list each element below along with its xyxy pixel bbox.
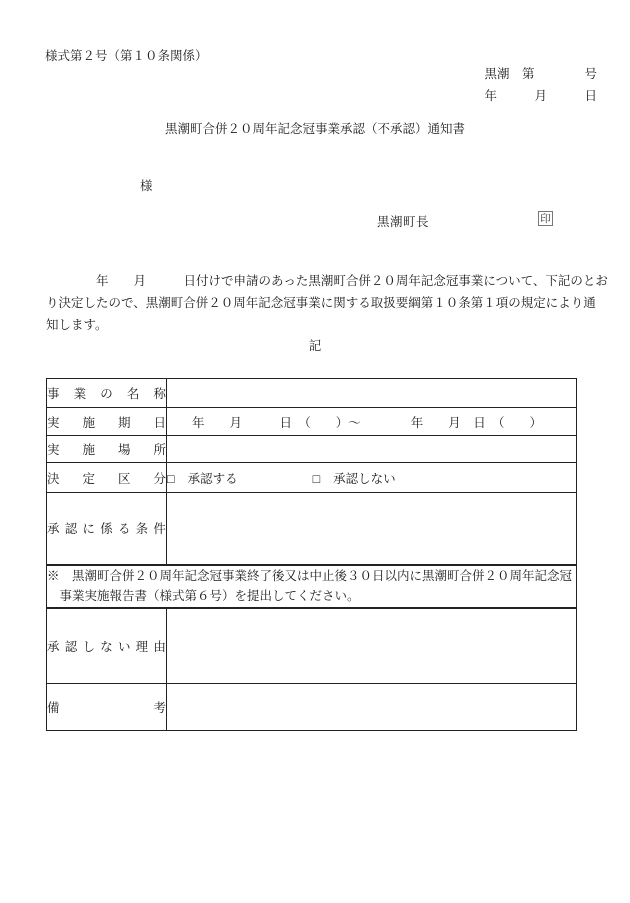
body-line: り決定したので、黒潮町合併２０周年記念冠事業に関する取扱要綱第１０条第１項の規定により通 (46, 296, 596, 310)
table-row (47, 379, 577, 408)
document-number-block (484, 63, 597, 107)
reason-label-cell (47, 608, 167, 684)
project-name-label: 事 業 の 名 称 (47, 387, 166, 401)
period-label: 実 施 期 日 (47, 415, 166, 430)
decision-label-cell (47, 463, 167, 493)
conditions-label-cell (47, 493, 167, 565)
place-value-cell (167, 436, 577, 463)
document-date-line: 年 月 日 (484, 89, 597, 103)
reason-value-cell (167, 608, 577, 684)
document-title: 黒潮町合併２０周年記念冠事業承認（不承認）通知書 (164, 122, 465, 136)
reject-label: 承認しない (333, 471, 396, 486)
place-label-cell (47, 436, 167, 463)
project-name-value-cell (167, 379, 577, 408)
place-label: 実 施 場 所 (47, 443, 166, 457)
seal-mark: 印 (540, 214, 551, 225)
notice-table (46, 378, 577, 731)
remarks-label: 備 考 (47, 701, 166, 715)
decision-value-cell (167, 463, 577, 493)
ki-marker: 記 (308, 339, 322, 353)
period-label-cell (47, 408, 167, 436)
table-row (47, 608, 577, 684)
table-row (47, 493, 577, 565)
note-line: ※ 黒潮町合併２０周年記念冠事業終了後又は中止後３０日以内に黒潮町合併２０周年記念冠 (47, 568, 573, 583)
remarks-value-cell (167, 684, 577, 731)
approve-checkbox[interactable]: □ (167, 471, 175, 486)
body-line: 年 月 日付けで申請のあった黒潮町合併２０周年記念冠事業について、下記のとお (46, 274, 608, 288)
sender-name: 黒潮町長 (377, 215, 430, 229)
project-name-label-cell (47, 379, 167, 408)
period-value-cell: 年 月 日 （ ）～ 年 月 日 （ ） (167, 408, 577, 436)
seal-box (538, 211, 553, 226)
decision-label: 決 定 区 分 (47, 471, 166, 486)
document-number-line: 黒潮 第 号 (484, 67, 597, 81)
reason-label: 承 認 し な い 理 由 (47, 639, 166, 654)
conditions-value-cell (167, 493, 577, 565)
table-row (47, 408, 577, 436)
form-number-label: 様式第２号（第１０条関係） (45, 49, 208, 63)
reject-checkbox[interactable]: □ (312, 471, 321, 486)
addressee-suffix: 様 (140, 179, 153, 193)
note-line: 事業実施報告書（様式第６号）を提出してください。 (47, 588, 360, 603)
remarks-label-cell (47, 684, 167, 731)
table-row (47, 436, 577, 463)
note-cell (47, 565, 577, 608)
table-row (47, 684, 577, 731)
table-row-note (47, 565, 577, 608)
table-row (47, 463, 577, 493)
body-paragraph (46, 270, 608, 336)
conditions-label: 承 認 に 係 る 条 件 (47, 522, 166, 537)
body-line: 知します。 (46, 318, 108, 332)
approve-label: 承認する (187, 471, 238, 486)
